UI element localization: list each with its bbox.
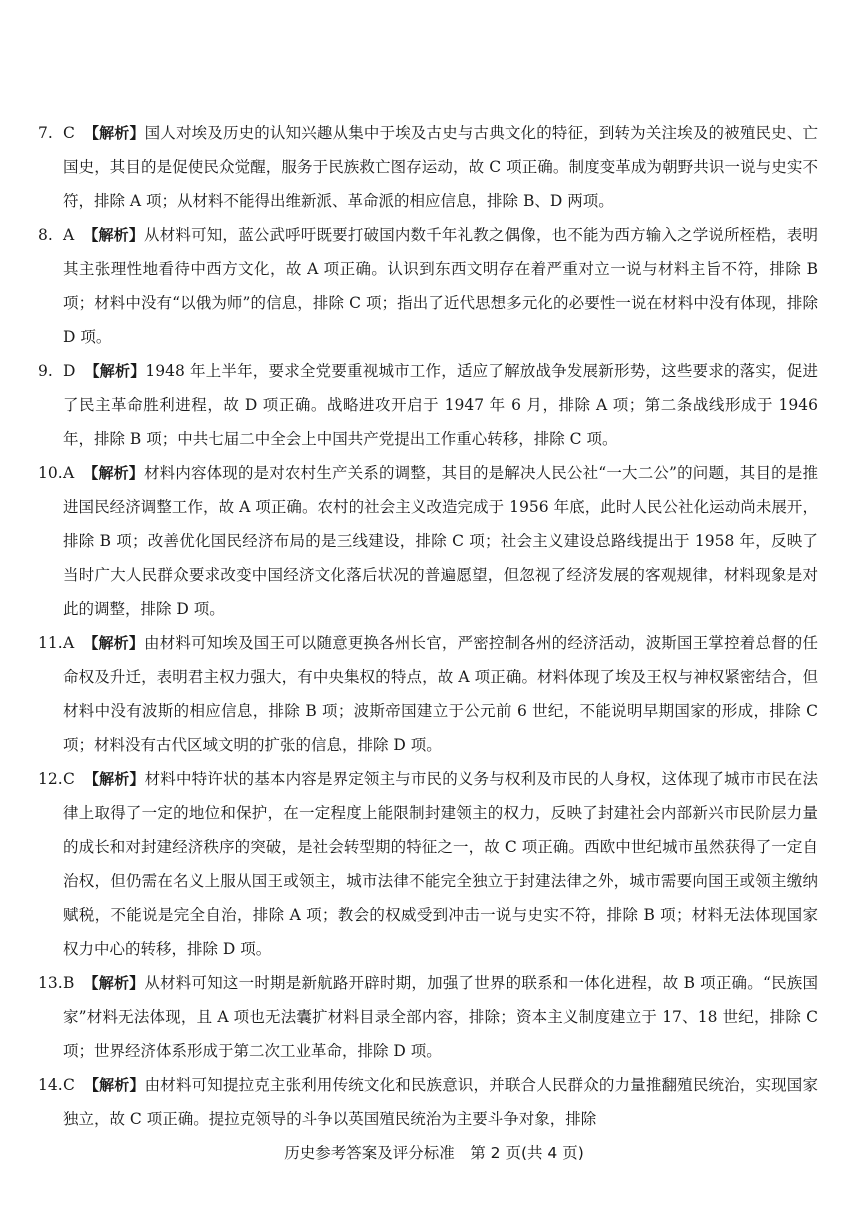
item-number: 9. — [38, 362, 53, 380]
item-text: 由材料可知埃及国王可以随意更换各州长官，严密控制各州的经济活动，波斯国王掌控着总督的任命权及升迁，表明君主权力强大，有中央集权的特点，故 A 项正确。材料体现了埃及王权与神权紧密结合，但材料中没有波斯的相应信息，排除 B 项；波斯帝国建立于公元前 6 世纪，不能说明早期国家的形成，排除 C 项；材料没有古代区域文明的扩张的信息，排除 D 项。 — [63, 634, 818, 754]
item-answer: C — [63, 1076, 75, 1094]
analysis-tag: 【解析】 — [84, 362, 146, 380]
answer-item-12 — [38, 762, 818, 966]
analysis-tag: 【解析】 — [83, 124, 145, 142]
item-text: 国人对埃及历史的认知兴趣从集中于埃及古史与古典文化的特征，到转为关注埃及的被殖民史、亡国史，其目的是促使民众觉醒，服务于民族救亡图存运动，故 C 项正确。制度变革成为朝野共识一说与史实不符，排除 A 项；从材料不能得出维新派、革命派的相应信息，排除 B、D 两项。 — [63, 124, 818, 210]
answer-item-14 — [38, 1068, 818, 1136]
item-answer: A — [63, 634, 75, 652]
answer-list — [38, 116, 818, 1136]
answer-item-10 — [38, 456, 818, 626]
item-answer: B — [63, 974, 75, 992]
item-text: 1948 年上半年，要求全党要重视城市工作，适应了解放战争发展新形势，这些要求的落实，促进了民主革命胜利进程，故 D 项正确。战略进攻开启于 1947 年 6 月，排除 A 项；第二条战线形成于 1946 年，排除 B 项；中共七届二中全会上中国共产党提出工作重心转移，排除 C 项。 — [63, 362, 818, 448]
item-text: 由材料可知提拉克主张利用传统文化和民族意识，并联合人民群众的力量推翻殖民统治，实现国家独立，故 C 项正确。提拉克领导的斗争以英国殖民统治为主要斗争对象，排除 — [63, 1076, 818, 1128]
answer-item-8 — [38, 218, 818, 354]
item-answer: A — [63, 226, 75, 244]
item-answer: A — [63, 464, 75, 482]
item-answer: C — [63, 770, 75, 788]
item-number: 13. — [38, 974, 63, 992]
item-text: 从材料可知这一时期是新航路开辟时期，加强了世界的联系和一体化进程，故 B 项正确。“民族国家”材料无法体现，且 A 项也无法囊扩材料目录全部内容，排除；资本主义制度建立于 17、18 世纪，排除 C 项；世界经济体系形成于第二次工业革命，排除 D 项。 — [63, 974, 818, 1060]
answer-item-11 — [38, 626, 818, 762]
item-text: 从材料可知，蓝公武呼吁既要打破国内数千年礼教之偶像，也不能为西方输入之学说所桎梏，表明其主张理性地看待中西方文化，故 A 项正确。认识到东西文明存在着严重对立一说与材料主旨不符，排除 B 项；材料中没有“以俄为师”的信息，排除 C 项；指出了近代思想多元化的必要性一说在材料中没有体现，排除 D 项。 — [63, 226, 818, 346]
analysis-tag: 【解析】 — [83, 974, 145, 992]
item-number: 10. — [38, 464, 63, 482]
item-answer: D — [63, 362, 76, 380]
item-answer: C — [63, 124, 75, 142]
answer-item-13 — [38, 966, 818, 1068]
analysis-tag: 【解析】 — [83, 226, 145, 244]
item-number: 8. — [38, 226, 53, 244]
item-number: 11. — [38, 634, 63, 652]
item-text: 材料中特许状的基本内容是界定领主与市民的义务与权利及市民的人身权，这体现了城市市民在法律上取得了一定的地位和保护，在一定程度上能限制封建领主的权力，反映了封建社会内部新兴市民阶层力量的成长和对封建经济秩序的突破，是社会转型期的特征之一，故 C 项正确。西欧中世纪城市虽然获得了一定自治权，但仍需在名义上服从国王或领主，城市法律不能完全独立于封建法律之外，城市需要向国王或领主缴纳赋税，不能说是完全自治，排除 A 项；教会的权威受到冲击一说与史实不符，排除 B 项；材料无法体现国家权力中心的转移，排除 D 项。 — [63, 770, 818, 958]
analysis-tag: 【解析】 — [83, 634, 145, 652]
item-number: 14. — [38, 1076, 63, 1094]
page-footer: 历史参考答案及评分标准 第 2 页(共 4 页) — [284, 1144, 584, 1162]
answer-item-7 — [38, 116, 818, 218]
analysis-tag: 【解析】 — [83, 464, 144, 482]
item-number: 12. — [38, 770, 63, 788]
analysis-tag: 【解析】 — [83, 770, 145, 788]
answer-item-9 — [38, 354, 818, 456]
analysis-tag: 【解析】 — [83, 1076, 145, 1094]
item-number: 7. — [38, 124, 53, 142]
item-text: 材料内容体现的是对农村生产关系的调整，其目的是解决人民公社“一大二公”的问题，其目的是推进国民经济调整工作，故 A 项正确。农村的社会主义改造完成于 1956 年底，此时人民公社化运动尚未展开，排除 B 项；改善优化国民经济布局的是三线建设，排除 C 项；社会主义建设总路线提出于 1958 年，反映了当时广大人民群众要求改变中国经济文化落后状况的普遍愿望，但忽视了经济发展的客观规律，材料现象是对此的调整，排除 D 项。 — [63, 464, 818, 618]
